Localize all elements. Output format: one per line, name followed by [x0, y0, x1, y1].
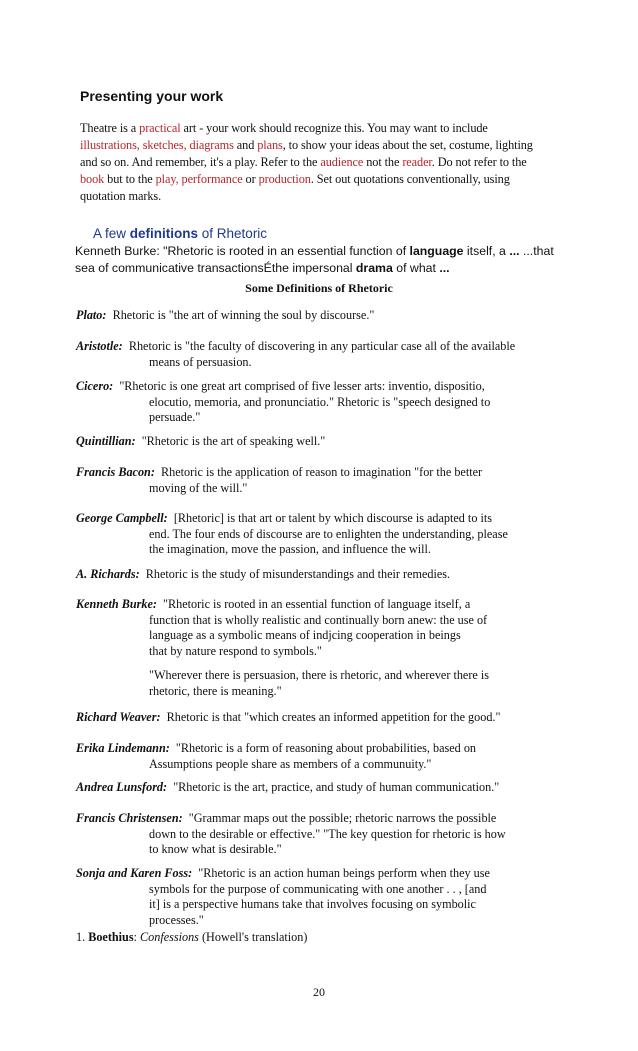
definition-text: Rhetoric is "the art of winning the soul by discourse." [112, 308, 375, 322]
definition-entry [76, 710, 546, 726]
definition-text: "Rhetoric is the art of speaking well." [141, 434, 326, 448]
link-audience[interactable]: audience [320, 155, 364, 169]
definition-text: processes." [149, 912, 204, 927]
definition-text: moving of the will." [149, 480, 248, 495]
link-practical[interactable]: practical [139, 121, 181, 135]
page-number: 20 [313, 985, 325, 999]
author-name: Erika Lindemann: [76, 741, 170, 755]
definition-text: "Rhetoric is an action human beings perform when they use [198, 866, 490, 880]
definition-text: Assumptions people share as members of a communuity." [149, 756, 432, 771]
author-name: Kenneth Burke: [76, 597, 157, 611]
author-name: Quintillian: [76, 434, 136, 448]
definition-text: rhetoric, there is meaning." [149, 683, 282, 698]
footnote: 1. Boethius: Confessions (Howell's translation) [76, 930, 308, 944]
link-production[interactable]: production [258, 172, 311, 186]
definition-text: that by nature respond to symbols." [149, 643, 322, 658]
definition-text: to know what is desirable." [149, 842, 282, 856]
section-heading: Presenting your work [80, 88, 224, 104]
author-name: Andrea Lunsford: [76, 780, 168, 794]
author-name: Richard Weaver: [76, 710, 161, 724]
author-name: Aristotle: [76, 339, 123, 353]
definition-text: "Wherever there is persuasion, there is rhetoric, and wherever there is [149, 668, 489, 682]
definition-text: symbols for the purpose of communicating with one another . . , [and [149, 881, 487, 896]
definition-entry [76, 811, 546, 858]
link-plans[interactable]: plans [257, 138, 283, 152]
author-name: Plato: [76, 308, 107, 322]
definition-text: "Rhetoric is the art, practice, and study of human communication." [173, 780, 500, 794]
definition-entry [76, 567, 546, 583]
author-name: George Campbell: [76, 511, 168, 525]
definition-text: persuade." [149, 410, 201, 424]
intro-line: and so on. And remember, it's a play. Refer to the audience not the reader. Do not refer to the [80, 155, 527, 169]
definition-text: "Rhetoric is a form of reasoning about probabilities, based on [175, 741, 477, 755]
definition-text: Rhetoric is the study of misunderstandings and their remedies. [145, 567, 451, 581]
definition-text: "Rhetoric is rooted in an essential function of language itself, a [163, 597, 471, 611]
definition-entry [76, 339, 546, 370]
definition-text: end. The four ends of discourse are to enlighten the understanding, please [149, 526, 508, 541]
link-book[interactable]: book [80, 172, 105, 186]
author-name: Sonja and Karen Foss: [76, 866, 193, 880]
list-title: Some Definitions of Rhetoric [245, 281, 393, 295]
definition-entry [76, 379, 546, 426]
definition-text: function that is wholly realistic and continually born anew: the use of [149, 612, 488, 627]
intro-line: Theatre is a practical art - your work should recognize this. You may want to include [80, 121, 488, 135]
author-name: Francis Bacon: [76, 465, 155, 479]
intro-line: book but to the play, performance or production. Set out quotations conventionally, using [80, 172, 510, 186]
definition-entry [76, 741, 546, 772]
definition-text: means of persuasion. [149, 354, 252, 369]
definition-text: language as a symbolic means of indjcing cooperation in beings [149, 628, 461, 642]
definition-text: "Grammar maps out the possible; rhetoric narrows the possible [188, 811, 497, 825]
definition-text: Rhetoric is that "which creates an informed appetition for the good." [166, 710, 501, 724]
burke-snippet: Kenneth Burke: "Rhetoric is rooted in an essential function of language itself, a ... ...that sea of communicative transactionsÉthe impersonal drama of what ... [75, 244, 554, 275]
definition-entry [76, 780, 546, 796]
definition-text: it] is a perspective humans take that involves focusing on symbolic [149, 897, 476, 911]
definition-entry [76, 308, 546, 324]
intro-line: quotation marks. [80, 189, 162, 203]
definition-entry [76, 465, 546, 496]
definition-entry [76, 511, 546, 558]
link-reader[interactable]: reader [402, 155, 432, 169]
intro-line: illustrations, sketches, diagrams and plans, to show your ideas about the set, costume, lighting [80, 138, 533, 152]
definition-entry [76, 434, 546, 450]
author-name: Francis Christensen: [76, 811, 183, 825]
definition-text: "Rhetoric is one great art comprised of five lesser arts: inventio, dispositio, [119, 379, 485, 393]
definition-text: down to the desirable or effective." "The key question for rhetoric is how [149, 826, 506, 841]
link-play-performance[interactable]: play, performance [155, 172, 243, 186]
definition-entry [76, 597, 546, 699]
definition-text: Rhetoric is "the faculty of discovering in any particular case all of the available [128, 339, 516, 353]
definition-text: elocutio, memoria, and pronunciatio." Rhetoric is "speech designed to [149, 394, 491, 409]
definitions-link[interactable]: A few definitions of Rhetoric [93, 226, 268, 241]
author-name: A. Richards: [76, 567, 140, 581]
definition-text: the imagination, move the passion, and influence the will. [149, 542, 431, 556]
definition-text: [Rhetoric] is that art or talent by which discourse is adapted to its [173, 511, 492, 525]
author-name: Cicero: [76, 379, 114, 393]
link-illustrations[interactable]: illustrations, sketches, diagrams [80, 138, 234, 152]
definition-text: Rhetoric is the application of reason to imagination "for the better [161, 465, 483, 479]
definition-entry [76, 866, 546, 928]
intro-paragraph [80, 120, 560, 205]
